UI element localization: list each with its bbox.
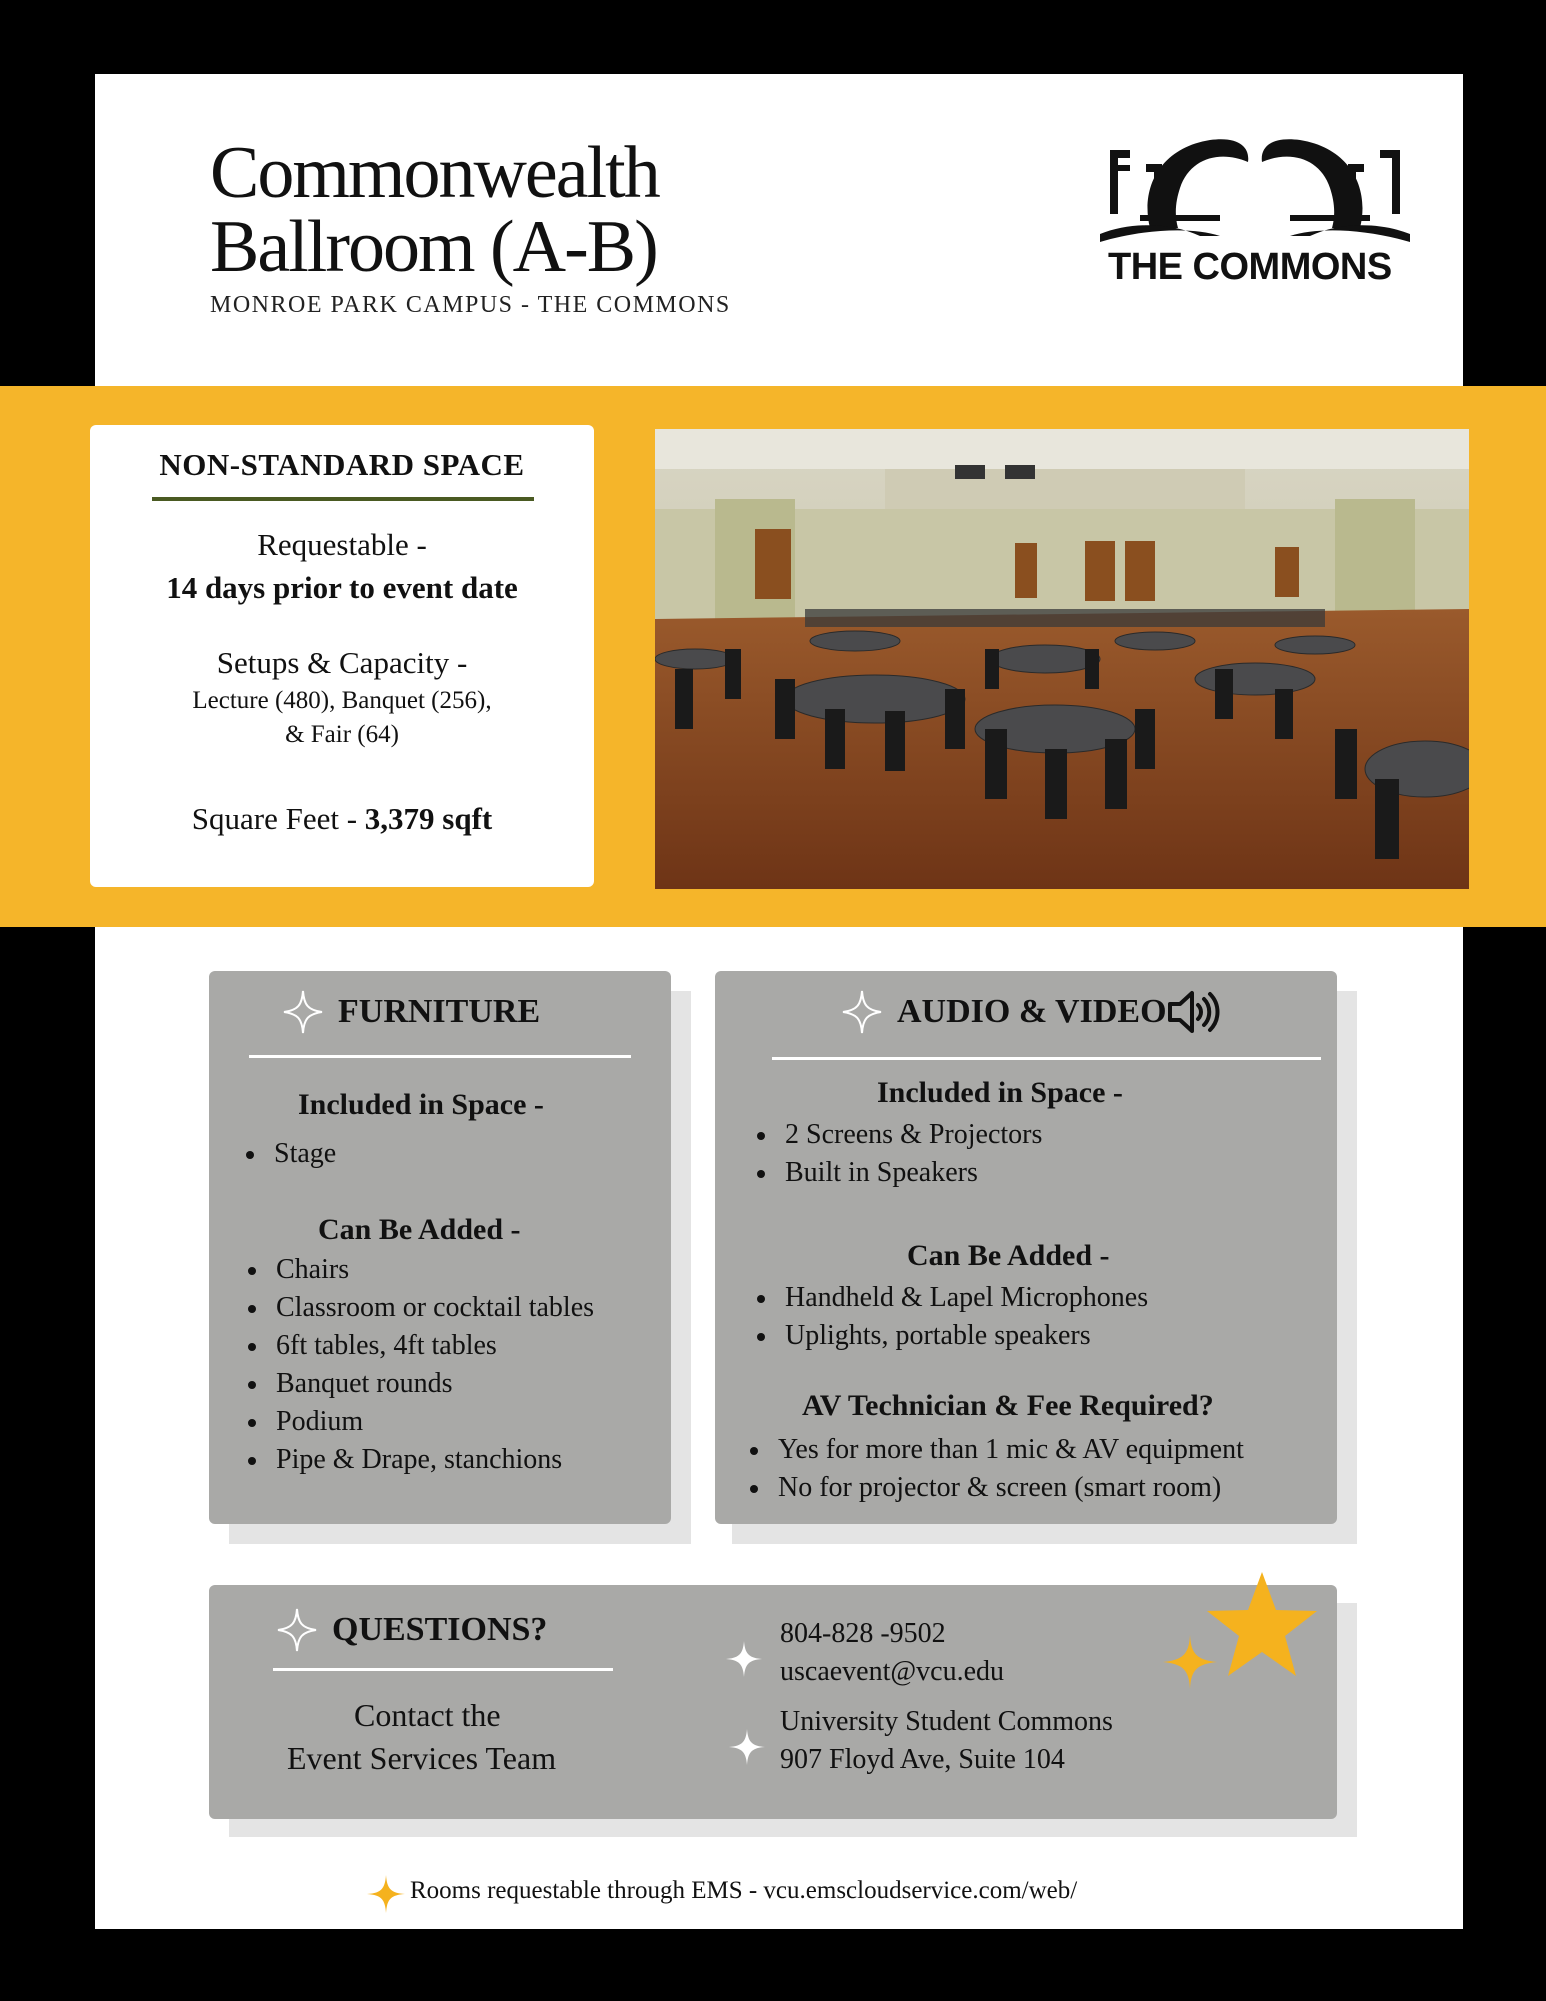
setups-label: Setups & Capacity - bbox=[216, 645, 468, 680]
list-item: Classroom or cocktail tables bbox=[242, 1289, 594, 1327]
sparkle-icon bbox=[1162, 1634, 1218, 1690]
list-item: 6ft tables, 4ft tables bbox=[242, 1327, 594, 1365]
sqft-label: Square Feet - bbox=[191, 801, 365, 836]
list-item: Built in Speakers bbox=[751, 1154, 1042, 1192]
furniture-added-list bbox=[242, 1251, 594, 1479]
setups-line-2: & Fair (64) bbox=[285, 721, 399, 748]
square-feet bbox=[90, 801, 594, 837]
av-added-list bbox=[751, 1279, 1148, 1355]
logo-text: THE COMMONS bbox=[1108, 246, 1392, 288]
sparkle-icon bbox=[728, 1728, 766, 1766]
list-item: Banquet rounds bbox=[242, 1365, 594, 1403]
list-item: 2 Screens & Projectors bbox=[751, 1116, 1042, 1154]
requestable-label: Requestable - bbox=[257, 527, 427, 562]
requestable-value: 14 days prior to event date bbox=[166, 570, 518, 605]
list-item: No for projector & screen (smart room) bbox=[744, 1469, 1244, 1507]
star-icon bbox=[1205, 1570, 1319, 1678]
list-item: Uplights, portable speakers bbox=[751, 1317, 1148, 1355]
av-tech-heading: AV Technician & Fee Required? bbox=[802, 1389, 1214, 1422]
questions-title: QUESTIONS? bbox=[332, 1611, 548, 1648]
furniture-included-heading: Included in Space - bbox=[298, 1088, 544, 1121]
furniture-included-list bbox=[240, 1135, 336, 1173]
info-card bbox=[90, 425, 594, 887]
av-added-heading: Can Be Added - bbox=[907, 1239, 1110, 1272]
sqft-value: 3,379 sqft bbox=[364, 801, 493, 836]
title-line-1: Commonwealth bbox=[210, 132, 659, 214]
sparkle-icon bbox=[841, 989, 883, 1035]
list-item: Stage bbox=[240, 1135, 336, 1173]
speaker-icon bbox=[1166, 989, 1220, 1035]
list-item: Pipe & Drape, stanchions bbox=[242, 1441, 594, 1479]
list-item: Podium bbox=[242, 1403, 594, 1441]
email-link[interactable]: uscaevent@vcu.edu bbox=[780, 1656, 1005, 1687]
address-line-2: 907 Floyd Ave, Suite 104 bbox=[780, 1744, 1065, 1775]
campus-subtitle: MONROE PARK CAMPUS - THE COMMONS bbox=[210, 292, 731, 318]
av-title: AUDIO & VIDEO bbox=[897, 993, 1167, 1030]
title-line-2: Ballroom (A-B) bbox=[210, 206, 657, 288]
page-title bbox=[210, 132, 659, 288]
contact-line-2: Event Services Team bbox=[287, 1740, 557, 1776]
list-item: Handheld & Lapel Microphones bbox=[751, 1279, 1148, 1317]
address-line-1: University Student Commons bbox=[780, 1706, 1113, 1737]
setups-line-1: Lecture (480), Banquet (256), bbox=[192, 687, 492, 714]
ballroom-photo bbox=[655, 429, 1469, 889]
av-divider bbox=[772, 1057, 1321, 1060]
phone-number[interactable]: 804-828 -9502 bbox=[780, 1618, 946, 1649]
sparkle-icon bbox=[725, 1640, 763, 1678]
info-divider bbox=[152, 497, 534, 501]
questions-divider bbox=[273, 1668, 613, 1671]
contact-line-1: Contact the bbox=[354, 1697, 501, 1733]
av-included-list bbox=[751, 1116, 1042, 1192]
furniture-divider bbox=[249, 1055, 631, 1058]
info-heading: NON-STANDARD SPACE bbox=[159, 447, 525, 482]
furniture-added-heading: Can Be Added - bbox=[318, 1213, 521, 1246]
sparkle-icon bbox=[366, 1874, 406, 1914]
list-item: Chairs bbox=[242, 1251, 594, 1289]
footer-ems-link[interactable]: Rooms requestable through EMS - vcu.emscloudservice.com/web/ bbox=[410, 1877, 1078, 1904]
furniture-title: FURNITURE bbox=[338, 993, 541, 1030]
sparkle-icon bbox=[282, 989, 324, 1035]
list-item: Yes for more than 1 mic & AV equipment bbox=[744, 1431, 1244, 1469]
av-included-heading: Included in Space - bbox=[877, 1076, 1123, 1109]
av-tech-list bbox=[744, 1431, 1244, 1507]
sparkle-icon bbox=[276, 1607, 318, 1653]
